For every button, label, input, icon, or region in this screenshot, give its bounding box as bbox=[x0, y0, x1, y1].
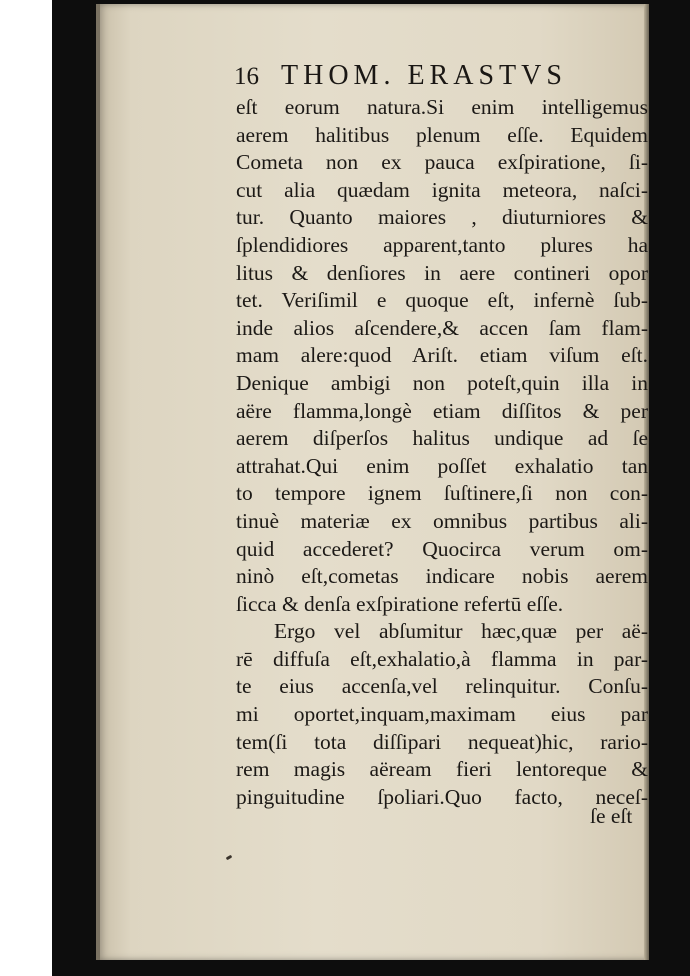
text-line: cut alia quædam ignita meteora, naſci- bbox=[236, 177, 648, 202]
text-line: eſt eorum natura.Si enim intelligemus bbox=[236, 95, 648, 119]
text-line: Ergo vel abſumitur hæc,quæ per aë- bbox=[274, 619, 648, 644]
text-line: mam alere:quod Ariſt. etiam viſum eſt. bbox=[236, 343, 648, 368]
text-line: tet. Veriſimil e quoque eſt, infernè ſub- bbox=[236, 288, 648, 313]
text-line: inde alios aſcendere,& accen ſam flam- bbox=[236, 315, 648, 340]
running-head: THOM. ERASTVS bbox=[281, 60, 567, 91]
text-line: mi oportet,inquam,maximam eius par bbox=[236, 702, 648, 727]
page-header bbox=[234, 60, 567, 94]
text-line: ninò eſt,cometas indicare nobis aerem bbox=[236, 564, 648, 589]
text-line: pinguitudine ſpoliari.Quo facto, neceſ- bbox=[236, 784, 648, 809]
text-line: Cometa non ex pauca exſpiratione, ſi- bbox=[236, 150, 648, 175]
text-line: te eius accenſa,vel relinquitur. Conſu- bbox=[236, 674, 648, 699]
page-number: 16 bbox=[234, 63, 259, 90]
text-line: litus & denſiores in aere contineri opor bbox=[236, 260, 648, 285]
text-line: rem magis aëream fieri lentoreque & bbox=[236, 757, 648, 782]
text-line: rē diffuſa eſt,exhalatio,à flamma in par- bbox=[236, 646, 648, 671]
text-line: ſicca & denſa exſpiratione refertū eſſe. bbox=[236, 591, 564, 616]
text-line: Denique ambigi non poteſt,quin illa in bbox=[236, 370, 648, 395]
body-text bbox=[236, 94, 648, 811]
text-line: tem(ſi tota diſſipari nequeat)hic, rario- bbox=[236, 729, 648, 754]
text-line: attrahat.Qui enim poſſet exhalatio tan bbox=[236, 453, 648, 478]
text-line: aëre flamma,longè etiam diſſitos & per bbox=[236, 398, 648, 423]
page-gutter-edge bbox=[96, 4, 100, 960]
text-line: tinuè materiæ ex omnibus partibus ali- bbox=[236, 508, 648, 533]
text-line: quid accederet? Quocirca verum om- bbox=[236, 536, 648, 561]
text-line: ſplendidiores apparent,tanto plures ha bbox=[236, 232, 648, 257]
text-line: aerem halitibus plenum eſſe. Equidem bbox=[236, 122, 648, 147]
catchword: ſe eſt bbox=[590, 804, 633, 828]
text-line: tur. Quanto maiores , diuturniores & bbox=[236, 205, 648, 230]
text-line: aerem diſperſos halitus undique ad ſe bbox=[236, 426, 648, 451]
text-line: to tempore ignem ſuſtinere,ſi non con- bbox=[236, 481, 648, 506]
